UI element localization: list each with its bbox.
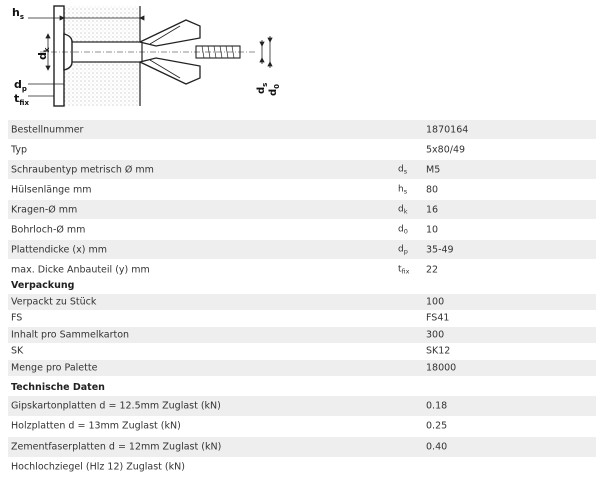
table-row	[8, 160, 596, 180]
label-dp: $d_p$	[14, 78, 27, 93]
row-value: 1870164	[426, 124, 469, 135]
row-value: 35-49	[426, 244, 454, 255]
row-label: SK	[11, 345, 24, 357]
label-ds: $d_s$	[256, 82, 269, 94]
spec-table	[8, 120, 596, 280]
row-symbol: $d_k$	[398, 204, 408, 215]
table-row	[8, 180, 596, 200]
row-label: Inhalt pro Sammelkarton	[11, 329, 130, 341]
table-row	[8, 311, 596, 328]
row-label: Hochlochziegel (Hlz 12) Zuglast (kN)	[11, 461, 185, 473]
row-label: Kragen-Ø mm	[11, 204, 78, 215]
row-symbol: $d_0$	[398, 224, 408, 235]
row-value: 80	[426, 184, 439, 195]
row-value: 0.40	[426, 441, 448, 453]
row-value: 18000	[426, 362, 457, 374]
row-label: FS	[11, 312, 23, 324]
row-value: 5x80/49	[426, 144, 466, 155]
technical-heading: Technische Daten	[11, 382, 105, 393]
row-value: M5	[426, 164, 441, 175]
table-row	[8, 120, 596, 140]
row-label: Gipskartonplatten d = 12.5mm Zuglast (kN)	[11, 400, 221, 412]
table-row	[8, 240, 596, 260]
row-label: Hülsenlänge mm	[11, 184, 92, 195]
row-symbol: $t_{fix}$	[398, 264, 410, 275]
row-value: 22	[426, 264, 439, 275]
table-row	[8, 417, 596, 438]
row-label: Schraubentyp metrisch Ø mm	[11, 164, 154, 175]
row-value: 300	[426, 329, 445, 341]
table-row	[8, 360, 596, 377]
row-value: SK12	[426, 345, 451, 357]
row-label: Verpackt zu Stück	[11, 296, 97, 308]
table-row	[8, 344, 596, 361]
row-label: Menge pro Palette	[11, 362, 98, 374]
row-value: 0.18	[426, 400, 448, 412]
label-hs: $h_s$	[12, 6, 25, 21]
table-row	[8, 458, 596, 479]
table-row	[8, 260, 596, 280]
row-label: Zementfaserplatten d = 12mm Zuglast (kN)	[11, 441, 222, 453]
row-label: Plattendicke (x) mm	[11, 244, 107, 255]
row-value: 10	[426, 224, 439, 235]
row-value: FS41	[426, 312, 450, 324]
table-row	[8, 140, 596, 160]
row-label: Typ	[11, 144, 27, 155]
anchor-technical-drawing	[0, 0, 300, 114]
packaging-table	[8, 294, 596, 377]
row-label: max. Dicke Anbauteil (y) mm	[11, 264, 150, 275]
table-row	[8, 220, 596, 240]
row-label: Holzplatten d = 13mm Zuglast (kN)	[11, 420, 181, 432]
label-d0: $d_0$	[268, 83, 281, 96]
label-tfix: $t_{fix}$	[14, 92, 29, 107]
table-row	[8, 437, 596, 458]
row-label: Bohrloch-Ø mm	[11, 224, 86, 235]
packaging-heading: Verpackung	[11, 280, 75, 291]
technical-table	[8, 396, 596, 478]
row-symbol: $d_p$	[398, 244, 408, 255]
row-label: Bestellnummer	[11, 124, 84, 135]
row-symbol: $d_s$	[398, 164, 408, 175]
label-dk: $d_k$	[36, 47, 51, 60]
row-value: 16	[426, 204, 439, 215]
row-value: 100	[426, 296, 445, 308]
table-row	[8, 327, 596, 344]
wall-surface	[54, 6, 64, 106]
row-value: 0.25	[426, 420, 448, 432]
table-row	[8, 200, 596, 220]
table-row	[8, 294, 596, 311]
row-symbol: $h_s$	[398, 184, 408, 195]
table-row	[8, 396, 596, 417]
